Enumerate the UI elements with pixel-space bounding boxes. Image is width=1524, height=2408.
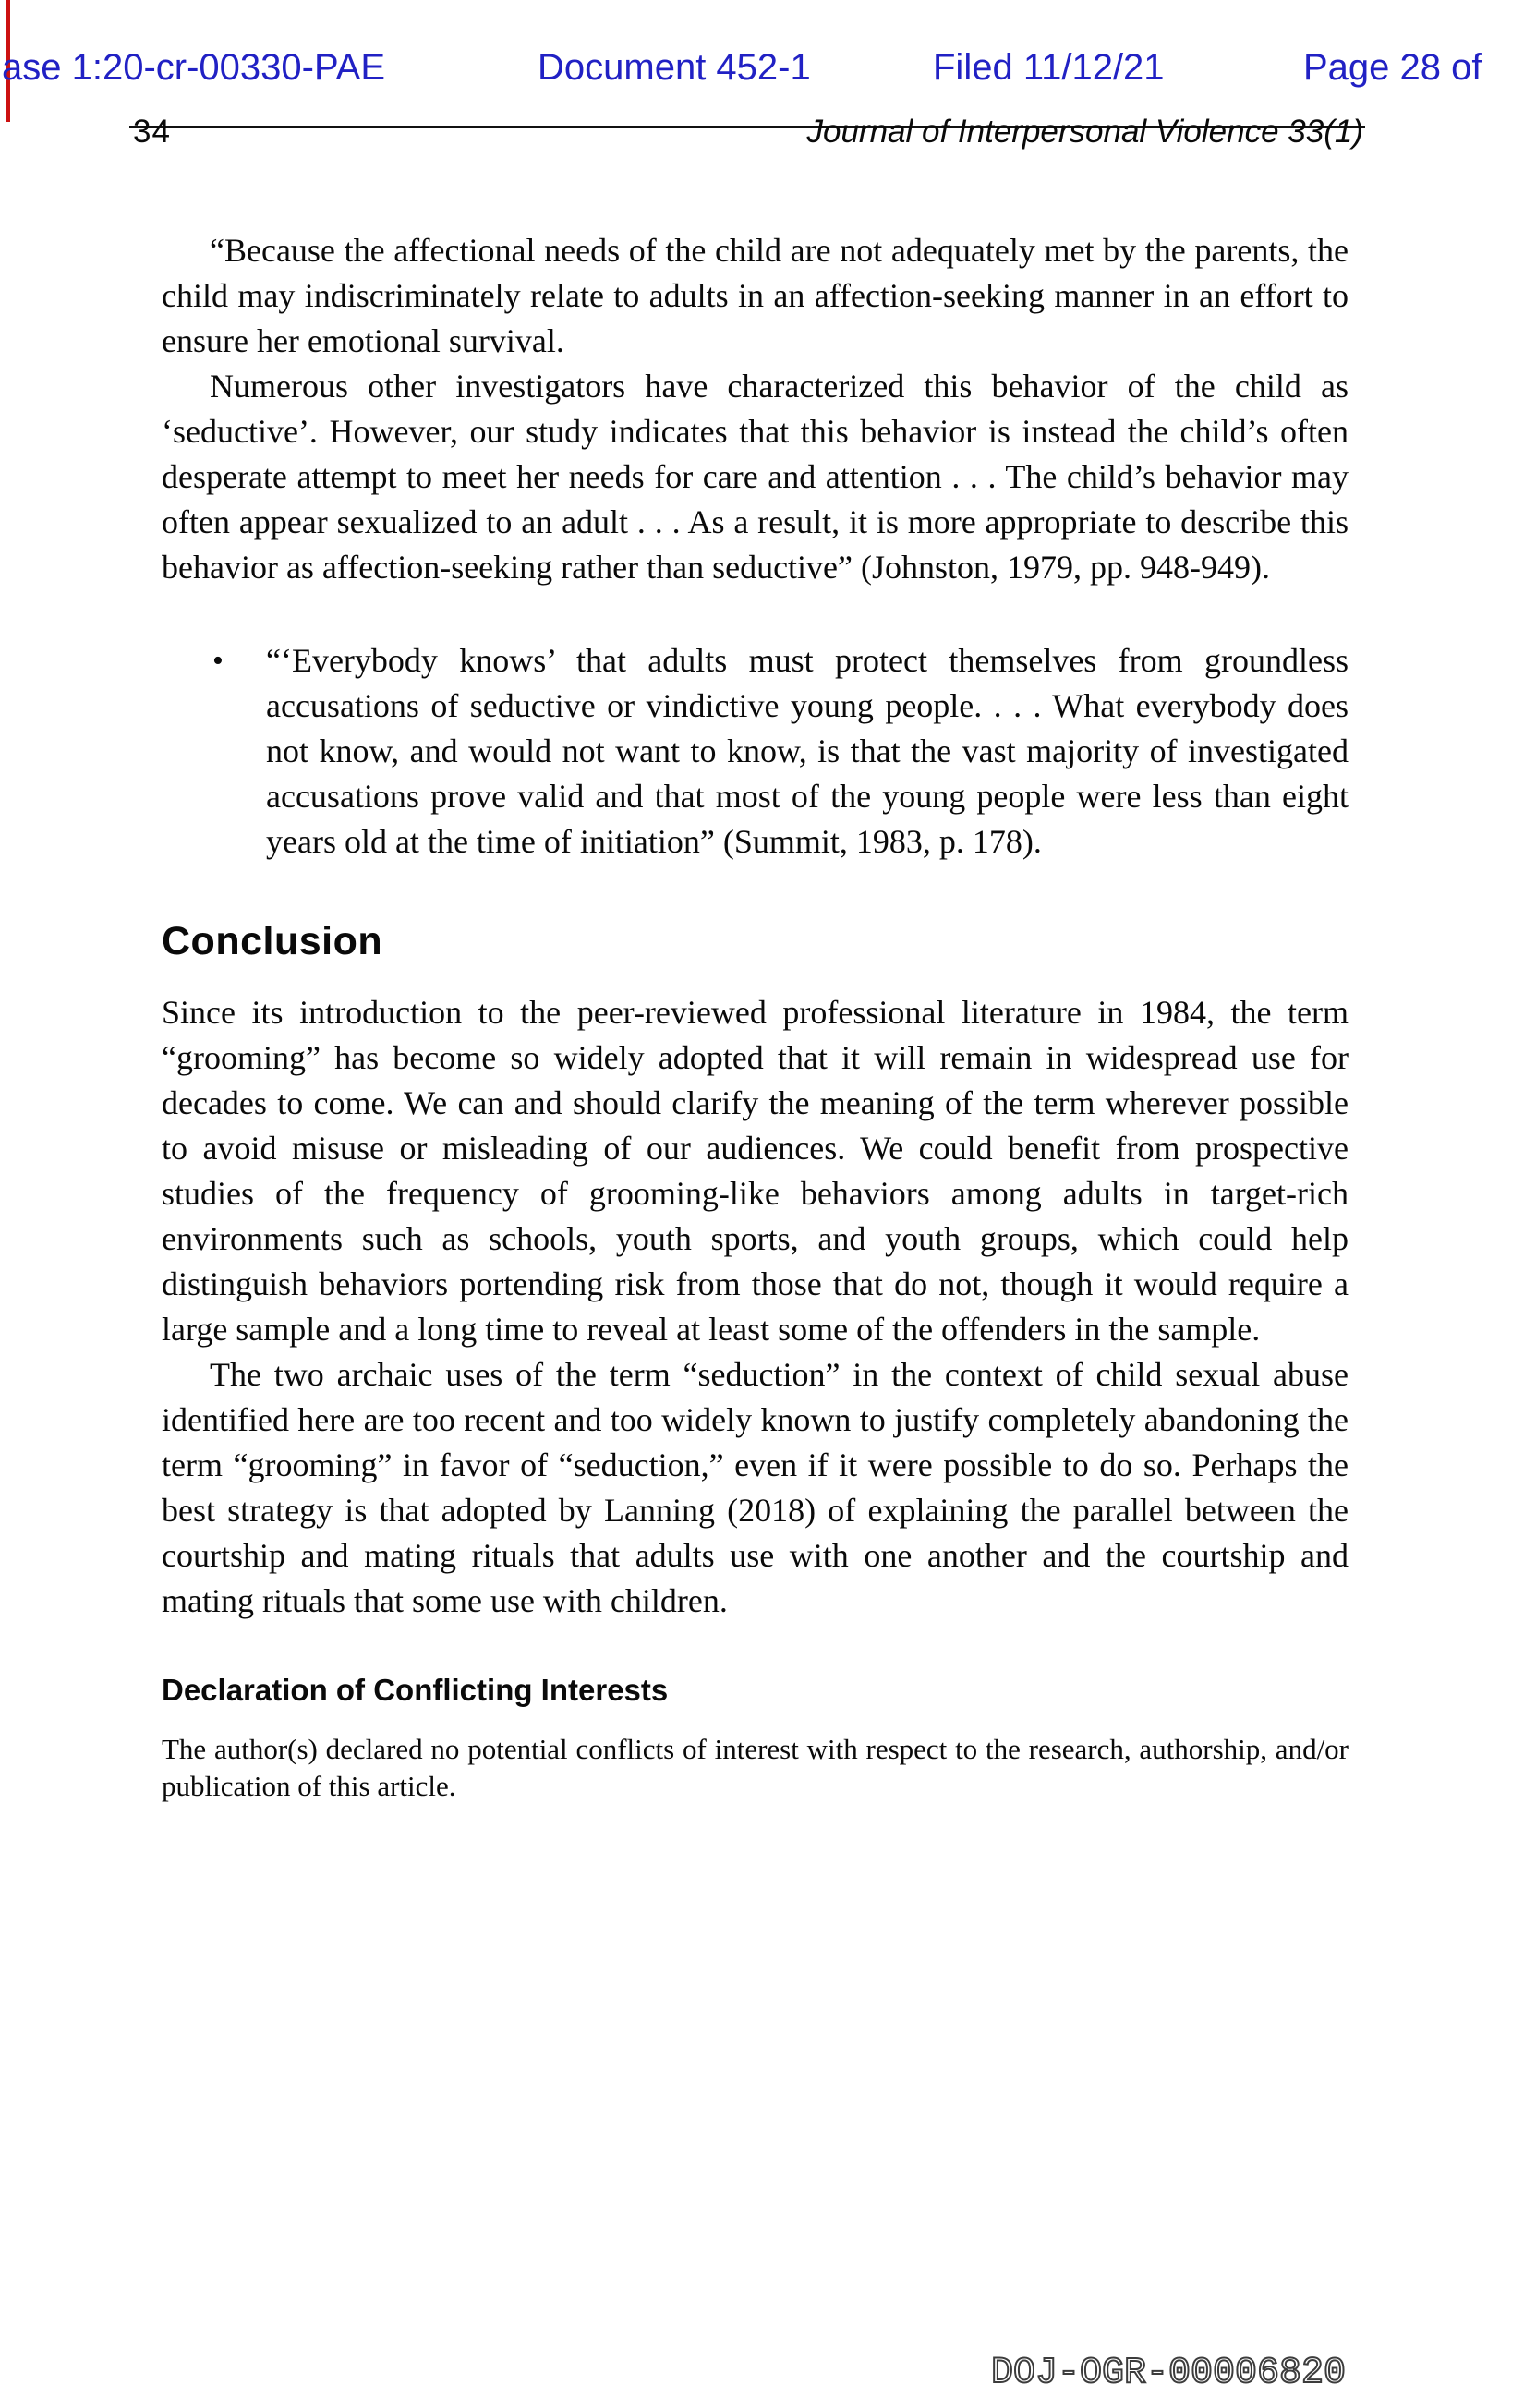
conclusion-paragraph-2: The two archaic uses of the term “seduction” in the context of child sexual abuse identified here are too recent and too widely known to justify completely abandoning the term “grooming” in favor of “seduction,” even if it were possible to do so. Perhaps the best strategy is that adopted by Lanning (2018) of explaining the parallel between the courtship and mating rituals that adults use with one another and the courtship and mating rituals that some use with children. xyxy=(162,1356,1349,1619)
bates-number: DOJ-OGR-00006820 xyxy=(990,2353,1346,2394)
quote-paragraph-1: “Because the affectional needs of the child are not adequately met by the parents, the child may indiscriminately relate to adults in an affection-seeking manner in an effort to ensure her emotional survival. xyxy=(162,232,1349,359)
running-head xyxy=(129,113,1365,150)
bullet-quote-text: “‘Everybody knows’ that adults must protect themselves from groundless accusations of seductive or vindictive young people. . . . What everybody does not know, and would not want to know, is that the vast majority of investigated accusations prove valid and that most of the young people were less than eight years old at the time of initiation” (Summit, 1983, p. 178). xyxy=(266,642,1349,860)
journal-title: Journal of Interpersonal Violence 33(1) xyxy=(806,114,1363,150)
conclusion-paragraph-1: Since its introduction to the peer-reviewed professional literature in 1984, the term “grooming” has become so widely adopted that it will remain in widespread use for decades to come. We can and should clarify the meaning of the term wherever possible to avoid misuse or misleading of our audiences. We could benefit from prospective studies of the frequency of grooming-like behaviors among adults in target-rich environments such as schools, youth sports, and youth groups, which could help distinguish behaviors portending risk from those that do not, though it would require a large sample and a long time to reveal at least some of the offenders in the sample. xyxy=(162,994,1349,1348)
stamp-page-number: Page 28 of xyxy=(1303,47,1482,88)
bullet-quote xyxy=(212,638,1349,865)
bullet-icon: • xyxy=(212,644,224,678)
quote-paragraph-2: Numerous other investigators have characterized this behavior of the child as ‘seductive’. However, our study indicates that this behavior is instead the child’s often desperate attempt to meet her needs for care and attention . . . The child’s behavior may often appear sexualized to an adult . . . As a result, it is more appropriate to describe this behavior as affection-seeking rather than seductive” (Johnston, 1979, pp. 948-949). xyxy=(162,368,1349,586)
declaration-heading: Declaration of Conflicting Interests xyxy=(162,1673,669,1707)
stamp-filed-date: Filed 11/12/21 xyxy=(933,47,1165,88)
article-body xyxy=(162,228,1349,1805)
court-filing-stamp xyxy=(0,46,1524,92)
stamp-case-number: ase 1:20-cr-00330-PAE xyxy=(2,47,386,88)
journal-page-number: 34 xyxy=(133,114,171,150)
stamp-document-number: Document 452-1 xyxy=(538,47,811,88)
declaration-paragraph: The author(s) declared no potential conflicts of interest with respect to the research, authorship, and/or publication of this article. xyxy=(162,1733,1349,1802)
conclusion-heading: Conclusion xyxy=(162,919,383,963)
